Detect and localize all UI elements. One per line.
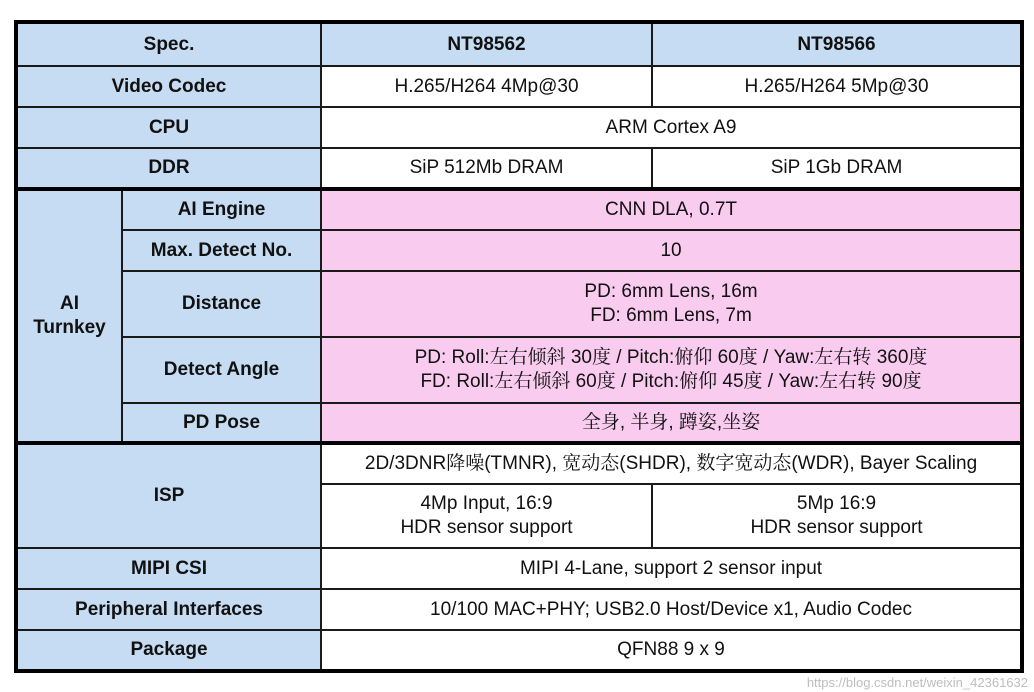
- value-pd-pose: 全身, 半身, 蹲姿,坐姿: [321, 403, 1022, 443]
- row-max-detect: [16, 230, 1022, 271]
- value-ddr-nt98562: SiP 512Mb DRAM: [321, 148, 652, 189]
- label-cpu: CPU: [16, 107, 321, 148]
- row-video-codec: [16, 66, 1022, 107]
- label-ai-turnkey: [16, 189, 122, 443]
- value-detect-angle-fd: FD: Roll:左右倾斜 60度 / Pitch:俯仰 45度 / Yaw:左右转 90度: [420, 371, 922, 392]
- value-isp-nt98566-line1: 5Mp 16:9: [796, 493, 877, 514]
- value-isp-nt98566-line2: HDR sensor support: [750, 517, 923, 538]
- value-ddr-nt98566: SiP 1Gb DRAM: [652, 148, 1022, 189]
- label-video-codec: Video Codec: [16, 66, 321, 107]
- value-isp-shared: 2D/3DNR降噪(TMNR), 宽动态(SHDR), 数字宽动态(WDR), Bayer Scaling: [321, 443, 1022, 484]
- header-nt98562: NT98562: [321, 22, 652, 66]
- label-ai-turnkey-line1: AI: [60, 293, 79, 314]
- value-detect-angle-pd: PD: Roll:左右倾斜 30度 / Pitch:俯仰 60度 / Yaw:左右转 360度: [414, 347, 928, 368]
- value-mipi-csi: MIPI 4-Lane, support 2 sensor input: [321, 548, 1022, 589]
- watermark-url: https://blog.csdn.net/weixin_42361632: [806, 675, 1028, 690]
- label-mipi-csi: MIPI CSI: [16, 548, 321, 589]
- value-isp-nt98566: [652, 484, 1022, 548]
- value-package: QFN88 9 x 9: [321, 630, 1022, 671]
- label-distance: Distance: [122, 271, 321, 337]
- label-ai-turnkey-line2: Turnkey: [33, 317, 106, 338]
- label-max-detect: Max. Detect No.: [122, 230, 321, 271]
- row-detect-angle: [16, 337, 1022, 403]
- header-nt98566: NT98566: [652, 22, 1022, 66]
- label-package: Package: [16, 630, 321, 671]
- row-pd-pose: [16, 403, 1022, 443]
- row-cpu: [16, 107, 1022, 148]
- value-ai-engine: CNN DLA, 0.7T: [321, 189, 1022, 230]
- value-max-detect: 10: [321, 230, 1022, 271]
- label-ai-engine: AI Engine: [122, 189, 321, 230]
- spec-table-container: [14, 20, 1020, 671]
- row-ddr: [16, 148, 1022, 189]
- label-detect-angle: Detect Angle: [122, 337, 321, 403]
- value-isp-nt98562: [321, 484, 652, 548]
- row-peripheral-interfaces: [16, 589, 1022, 630]
- row-mipi-csi: [16, 548, 1022, 589]
- value-peripheral-interfaces: 10/100 MAC+PHY; USB2.0 Host/Device x1, Audio Codec: [321, 589, 1022, 630]
- value-isp-nt98562-line1: 4Mp Input, 16:9: [420, 493, 553, 514]
- value-distance-pd: PD: 6mm Lens, 16m: [584, 281, 758, 302]
- table-header-row: [16, 22, 1022, 66]
- row-distance: [16, 271, 1022, 337]
- label-peripheral-interfaces: Peripheral Interfaces: [16, 589, 321, 630]
- value-distance: [321, 271, 1022, 337]
- value-video-codec-nt98562: H.265/H264 4Mp@30: [321, 66, 652, 107]
- row-isp: [16, 443, 1022, 484]
- header-spec: Spec.: [16, 22, 321, 66]
- label-pd-pose: PD Pose: [122, 403, 321, 443]
- spec-comparison-table: [14, 20, 1024, 673]
- row-package: [16, 630, 1022, 671]
- value-cpu: ARM Cortex A9: [321, 107, 1022, 148]
- label-isp: ISP: [16, 443, 321, 548]
- value-detect-angle: [321, 337, 1022, 403]
- row-ai-engine: [16, 189, 1022, 230]
- value-video-codec-nt98566: H.265/H264 5Mp@30: [652, 66, 1022, 107]
- value-isp-nt98562-line2: HDR sensor support: [400, 517, 573, 538]
- label-ddr: DDR: [16, 148, 321, 189]
- value-distance-fd: FD: 6mm Lens, 7m: [590, 305, 752, 326]
